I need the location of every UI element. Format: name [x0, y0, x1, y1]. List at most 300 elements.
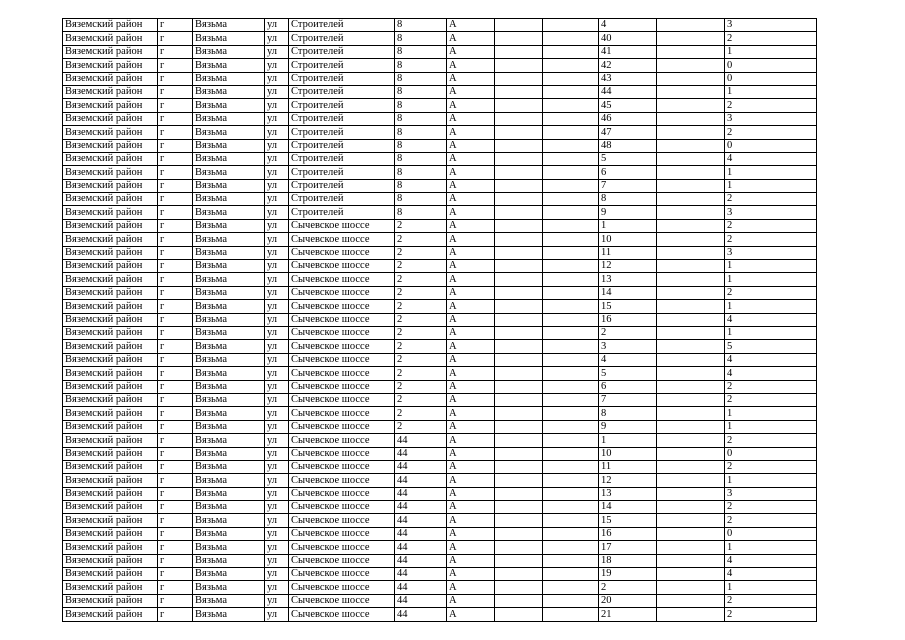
district-cell: Вяземский район [63, 112, 158, 125]
locality-type-cell: г [158, 407, 193, 420]
extra-cell-3 [657, 85, 725, 98]
extra-cell-1 [495, 72, 543, 85]
district-cell: Вяземский район [63, 246, 158, 259]
apartment-cell: 2 [599, 326, 657, 339]
extra-cell-3 [657, 434, 725, 447]
table-row [63, 380, 817, 393]
house-cell: 44 [395, 527, 447, 540]
table-row [63, 260, 817, 273]
count-cell: 2 [725, 233, 817, 246]
street-type-cell: ул [265, 474, 289, 487]
extra-cell-2 [543, 72, 599, 85]
table-row [63, 112, 817, 125]
count-cell: 1 [725, 541, 817, 554]
street-cell: Строителей [289, 139, 395, 152]
district-cell: Вяземский район [63, 407, 158, 420]
house-cell: 2 [395, 233, 447, 246]
house-cell: 2 [395, 246, 447, 259]
street-cell: Сычевское шоссе [289, 568, 395, 581]
house-cell: 8 [395, 59, 447, 72]
locality-cell: Вязьма [193, 594, 265, 607]
extra-cell-2 [543, 340, 599, 353]
locality-type-cell: г [158, 72, 193, 85]
table-row [63, 541, 817, 554]
apartment-cell: 19 [599, 568, 657, 581]
extra-cell-1 [495, 393, 543, 406]
count-cell: 2 [725, 219, 817, 232]
house-cell: 44 [395, 581, 447, 594]
locality-cell: Вязьма [193, 393, 265, 406]
street-cell: Сычевское шоссе [289, 554, 395, 567]
street-cell: Сычевское шоссе [289, 393, 395, 406]
street-cell: Сычевское шоссе [289, 527, 395, 540]
count-cell: 1 [725, 273, 817, 286]
house-cell: 2 [395, 353, 447, 366]
street-type-cell: ул [265, 393, 289, 406]
street-cell: Строителей [289, 179, 395, 192]
table-row [63, 273, 817, 286]
extra-cell-2 [543, 260, 599, 273]
locality-type-cell: г [158, 340, 193, 353]
apartment-cell: 13 [599, 487, 657, 500]
letter-cell: А [447, 581, 495, 594]
district-cell: Вяземский район [63, 568, 158, 581]
apartment-cell: 10 [599, 233, 657, 246]
locality-type-cell: г [158, 434, 193, 447]
street-type-cell: ул [265, 353, 289, 366]
locality-type-cell: г [158, 326, 193, 339]
apartment-cell: 14 [599, 501, 657, 514]
street-type-cell: ул [265, 340, 289, 353]
house-cell: 8 [395, 166, 447, 179]
letter-cell: А [447, 380, 495, 393]
locality-cell: Вязьма [193, 85, 265, 98]
extra-cell-3 [657, 581, 725, 594]
locality-cell: Вязьма [193, 608, 265, 621]
extra-cell-3 [657, 179, 725, 192]
count-cell: 1 [725, 474, 817, 487]
letter-cell: А [447, 112, 495, 125]
extra-cell-2 [543, 313, 599, 326]
extra-cell-2 [543, 474, 599, 487]
letter-cell: А [447, 45, 495, 58]
extra-cell-3 [657, 193, 725, 206]
count-cell: 1 [725, 407, 817, 420]
letter-cell: А [447, 193, 495, 206]
extra-cell-1 [495, 353, 543, 366]
extra-cell-1 [495, 99, 543, 112]
locality-cell: Вязьма [193, 353, 265, 366]
extra-cell-2 [543, 166, 599, 179]
locality-type-cell: г [158, 59, 193, 72]
district-cell: Вяземский район [63, 126, 158, 139]
locality-type-cell: г [158, 474, 193, 487]
street-cell: Строителей [289, 99, 395, 112]
letter-cell: А [447, 286, 495, 299]
count-cell: 4 [725, 367, 817, 380]
house-cell: 8 [395, 45, 447, 58]
street-type-cell: ул [265, 300, 289, 313]
letter-cell: А [447, 32, 495, 45]
locality-cell: Вязьма [193, 527, 265, 540]
apartment-cell: 16 [599, 313, 657, 326]
street-type-cell: ул [265, 581, 289, 594]
count-cell: 1 [725, 45, 817, 58]
letter-cell: А [447, 166, 495, 179]
extra-cell-2 [543, 407, 599, 420]
extra-cell-3 [657, 246, 725, 259]
district-cell: Вяземский район [63, 514, 158, 527]
extra-cell-2 [543, 139, 599, 152]
letter-cell: А [447, 407, 495, 420]
district-cell: Вяземский район [63, 286, 158, 299]
locality-cell: Вязьма [193, 32, 265, 45]
street-type-cell: ул [265, 72, 289, 85]
extra-cell-1 [495, 514, 543, 527]
street-cell: Сычевское шоссе [289, 326, 395, 339]
house-cell: 44 [395, 541, 447, 554]
table-row [63, 420, 817, 433]
extra-cell-2 [543, 99, 599, 112]
apartment-cell: 12 [599, 260, 657, 273]
extra-cell-2 [543, 581, 599, 594]
extra-cell-1 [495, 554, 543, 567]
extra-cell-3 [657, 487, 725, 500]
extra-cell-1 [495, 608, 543, 621]
street-type-cell: ул [265, 460, 289, 473]
table-row [63, 340, 817, 353]
letter-cell: А [447, 139, 495, 152]
locality-type-cell: г [158, 541, 193, 554]
locality-cell: Вязьма [193, 45, 265, 58]
house-cell: 8 [395, 32, 447, 45]
letter-cell: А [447, 152, 495, 165]
extra-cell-1 [495, 313, 543, 326]
street-type-cell: ул [265, 179, 289, 192]
street-type-cell: ул [265, 407, 289, 420]
district-cell: Вяземский район [63, 85, 158, 98]
apartment-cell: 16 [599, 527, 657, 540]
table-row [63, 166, 817, 179]
table-row [63, 206, 817, 219]
street-cell: Сычевское шоссе [289, 380, 395, 393]
house-cell: 44 [395, 554, 447, 567]
table-row [63, 460, 817, 473]
house-cell: 2 [395, 286, 447, 299]
locality-cell: Вязьма [193, 152, 265, 165]
locality-cell: Вязьма [193, 300, 265, 313]
street-type-cell: ул [265, 554, 289, 567]
district-cell: Вяземский район [63, 380, 158, 393]
letter-cell: А [447, 434, 495, 447]
district-cell: Вяземский район [63, 72, 158, 85]
street-cell: Сычевское шоссе [289, 447, 395, 460]
extra-cell-2 [543, 420, 599, 433]
apartment-cell: 18 [599, 554, 657, 567]
district-cell: Вяземский район [63, 179, 158, 192]
extra-cell-2 [543, 233, 599, 246]
table-row [63, 152, 817, 165]
extra-cell-1 [495, 179, 543, 192]
extra-cell-3 [657, 367, 725, 380]
extra-cell-3 [657, 380, 725, 393]
locality-cell: Вязьма [193, 166, 265, 179]
apartment-cell: 48 [599, 139, 657, 152]
street-cell: Сычевское шоссе [289, 514, 395, 527]
letter-cell: А [447, 367, 495, 380]
locality-cell: Вязьма [193, 340, 265, 353]
house-cell: 44 [395, 501, 447, 514]
street-cell: Строителей [289, 72, 395, 85]
extra-cell-3 [657, 219, 725, 232]
extra-cell-2 [543, 112, 599, 125]
letter-cell: А [447, 353, 495, 366]
table-row [63, 527, 817, 540]
house-cell: 44 [395, 514, 447, 527]
letter-cell: А [447, 313, 495, 326]
letter-cell: А [447, 300, 495, 313]
count-cell: 4 [725, 568, 817, 581]
extra-cell-1 [495, 594, 543, 607]
street-cell: Сычевское шоссе [289, 233, 395, 246]
apartment-cell: 9 [599, 206, 657, 219]
street-type-cell: ул [265, 273, 289, 286]
count-cell: 1 [725, 581, 817, 594]
house-cell: 2 [395, 340, 447, 353]
locality-type-cell: г [158, 193, 193, 206]
count-cell: 1 [725, 85, 817, 98]
apartment-cell: 8 [599, 407, 657, 420]
locality-cell: Вязьма [193, 380, 265, 393]
street-type-cell: ул [265, 59, 289, 72]
locality-cell: Вязьма [193, 139, 265, 152]
district-cell: Вяземский район [63, 206, 158, 219]
street-cell: Сычевское шоссе [289, 313, 395, 326]
letter-cell: А [447, 19, 495, 32]
extra-cell-2 [543, 514, 599, 527]
extra-cell-1 [495, 420, 543, 433]
extra-cell-1 [495, 501, 543, 514]
extra-cell-3 [657, 32, 725, 45]
street-cell: Сычевское шоссе [289, 219, 395, 232]
count-cell: 2 [725, 32, 817, 45]
letter-cell: А [447, 246, 495, 259]
locality-type-cell: г [158, 447, 193, 460]
extra-cell-3 [657, 313, 725, 326]
street-cell: Сычевское шоссе [289, 501, 395, 514]
street-cell: Строителей [289, 206, 395, 219]
district-cell: Вяземский район [63, 581, 158, 594]
house-cell: 44 [395, 594, 447, 607]
district-cell: Вяземский район [63, 300, 158, 313]
extra-cell-3 [657, 72, 725, 85]
street-cell: Сычевское шоссе [289, 608, 395, 621]
extra-cell-1 [495, 85, 543, 98]
apartment-cell: 12 [599, 474, 657, 487]
apartment-cell: 11 [599, 246, 657, 259]
house-cell: 8 [395, 112, 447, 125]
count-cell: 2 [725, 434, 817, 447]
district-cell: Вяземский район [63, 460, 158, 473]
street-type-cell: ул [265, 367, 289, 380]
locality-type-cell: г [158, 233, 193, 246]
street-type-cell: ул [265, 260, 289, 273]
letter-cell: А [447, 514, 495, 527]
apartment-cell: 7 [599, 179, 657, 192]
street-type-cell: ул [265, 193, 289, 206]
locality-type-cell: г [158, 514, 193, 527]
locality-type-cell: г [158, 487, 193, 500]
apartment-cell: 2 [599, 581, 657, 594]
street-cell: Сычевское шоссе [289, 246, 395, 259]
table-row [63, 501, 817, 514]
house-cell: 2 [395, 313, 447, 326]
locality-cell: Вязьма [193, 554, 265, 567]
street-type-cell: ул [265, 233, 289, 246]
extra-cell-2 [543, 353, 599, 366]
locality-type-cell: г [158, 527, 193, 540]
apartment-cell: 42 [599, 59, 657, 72]
locality-cell: Вязьма [193, 420, 265, 433]
locality-type-cell: г [158, 219, 193, 232]
district-cell: Вяземский район [63, 19, 158, 32]
extra-cell-2 [543, 487, 599, 500]
street-type-cell: ул [265, 166, 289, 179]
street-cell: Строителей [289, 45, 395, 58]
locality-cell: Вязьма [193, 273, 265, 286]
apartment-cell: 17 [599, 541, 657, 554]
street-type-cell: ул [265, 45, 289, 58]
extra-cell-1 [495, 367, 543, 380]
letter-cell: А [447, 594, 495, 607]
extra-cell-1 [495, 19, 543, 32]
locality-type-cell: г [158, 260, 193, 273]
letter-cell: А [447, 72, 495, 85]
locality-cell: Вязьма [193, 206, 265, 219]
table-row [63, 19, 817, 32]
count-cell: 3 [725, 487, 817, 500]
locality-cell: Вязьма [193, 568, 265, 581]
extra-cell-3 [657, 112, 725, 125]
district-cell: Вяземский район [63, 59, 158, 72]
letter-cell: А [447, 487, 495, 500]
district-cell: Вяземский район [63, 353, 158, 366]
street-type-cell: ул [265, 487, 289, 500]
table-row [63, 219, 817, 232]
table-row [63, 233, 817, 246]
extra-cell-2 [543, 85, 599, 98]
street-type-cell: ул [265, 219, 289, 232]
locality-type-cell: г [158, 367, 193, 380]
locality-type-cell: г [158, 273, 193, 286]
extra-cell-1 [495, 152, 543, 165]
extra-cell-1 [495, 273, 543, 286]
table-row [63, 72, 817, 85]
extra-cell-1 [495, 32, 543, 45]
extra-cell-1 [495, 447, 543, 460]
count-cell: 2 [725, 608, 817, 621]
extra-cell-3 [657, 19, 725, 32]
street-cell: Сычевское шоссе [289, 460, 395, 473]
house-cell: 44 [395, 487, 447, 500]
extra-cell-1 [495, 527, 543, 540]
extra-cell-1 [495, 460, 543, 473]
letter-cell: А [447, 85, 495, 98]
locality-cell: Вязьма [193, 246, 265, 259]
street-cell: Строителей [289, 112, 395, 125]
street-cell: Сычевское шоссе [289, 340, 395, 353]
extra-cell-2 [543, 59, 599, 72]
locality-type-cell: г [158, 581, 193, 594]
extra-cell-2 [543, 501, 599, 514]
district-cell: Вяземский район [63, 99, 158, 112]
count-cell: 4 [725, 554, 817, 567]
locality-cell: Вязьма [193, 219, 265, 232]
apartment-cell: 7 [599, 393, 657, 406]
district-cell: Вяземский район [63, 527, 158, 540]
count-cell: 1 [725, 326, 817, 339]
extra-cell-3 [657, 541, 725, 554]
extra-cell-2 [543, 273, 599, 286]
street-type-cell: ул [265, 447, 289, 460]
table-row [63, 85, 817, 98]
locality-type-cell: г [158, 568, 193, 581]
house-cell: 44 [395, 608, 447, 621]
extra-cell-3 [657, 326, 725, 339]
count-cell: 2 [725, 501, 817, 514]
extra-cell-2 [543, 608, 599, 621]
locality-type-cell: г [158, 460, 193, 473]
locality-type-cell: г [158, 608, 193, 621]
apartment-cell: 46 [599, 112, 657, 125]
locality-cell: Вязьма [193, 474, 265, 487]
street-type-cell: ул [265, 501, 289, 514]
count-cell: 0 [725, 139, 817, 152]
extra-cell-3 [657, 568, 725, 581]
street-cell: Сычевское шоссе [289, 273, 395, 286]
house-cell: 8 [395, 126, 447, 139]
letter-cell: А [447, 59, 495, 72]
locality-cell: Вязьма [193, 501, 265, 514]
house-cell: 2 [395, 300, 447, 313]
apartment-cell: 6 [599, 166, 657, 179]
district-cell: Вяземский район [63, 474, 158, 487]
extra-cell-1 [495, 59, 543, 72]
extra-cell-3 [657, 554, 725, 567]
street-type-cell: ул [265, 152, 289, 165]
extra-cell-2 [543, 32, 599, 45]
locality-type-cell: г [158, 353, 193, 366]
locality-cell: Вязьма [193, 286, 265, 299]
extra-cell-1 [495, 233, 543, 246]
street-type-cell: ул [265, 206, 289, 219]
count-cell: 1 [725, 300, 817, 313]
extra-cell-3 [657, 407, 725, 420]
extra-cell-2 [543, 152, 599, 165]
street-cell: Сычевское шоссе [289, 353, 395, 366]
apartment-cell: 40 [599, 32, 657, 45]
street-type-cell: ул [265, 313, 289, 326]
count-cell: 0 [725, 447, 817, 460]
house-cell: 8 [395, 19, 447, 32]
table-row [63, 45, 817, 58]
locality-type-cell: г [158, 85, 193, 98]
apartment-cell: 5 [599, 367, 657, 380]
locality-type-cell: г [158, 152, 193, 165]
extra-cell-1 [495, 568, 543, 581]
street-cell: Строителей [289, 193, 395, 206]
extra-cell-1 [495, 541, 543, 554]
